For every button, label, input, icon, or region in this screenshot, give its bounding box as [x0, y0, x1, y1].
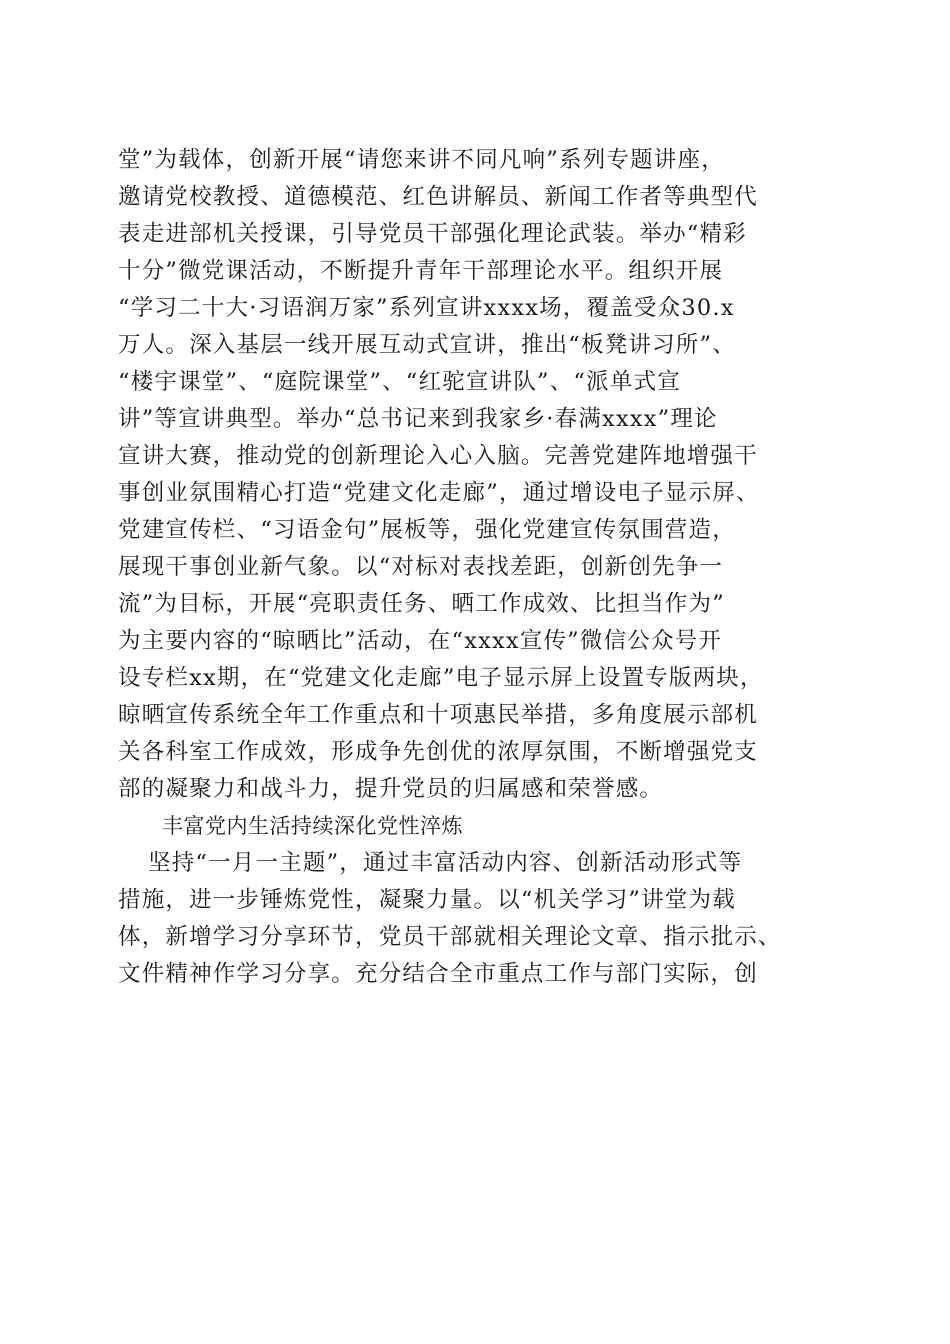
text-line: 展现干事创业新气象。以“对标对表找差距，创新创先争一	[118, 554, 724, 580]
text-line: 为主要内容的“晾晒比”活动，在“xxxx宣传”微信公众号开	[118, 628, 723, 654]
text-line: 坚持“一月一主题”，通过丰富活动内容、创新活动形式等	[148, 850, 743, 876]
text-line: 十分”微党课活动，不断提升青年干部理论水平。组织开展	[118, 258, 724, 284]
text-line: 关各科室工作成效，形成争先创优的浓厚氛围，不断增强党支	[118, 739, 758, 765]
text-line: “学习二十大·习语润万家”系列宣讲xxxx场，覆盖受众30.x	[118, 295, 735, 321]
text-line: 万人。深入基层一线开展互动式宣讲，推出“板凳讲习所”、	[118, 332, 736, 358]
text-line: 措施，进一步锤炼党性，凝聚力量。以“机关学习”讲堂为载	[118, 887, 736, 913]
document-body	[118, 142, 848, 993]
section-heading: 丰富党内生活持续深化党性淬炼	[162, 814, 463, 838]
paragraph-1	[118, 142, 848, 808]
text-line: 党建宣传栏、“习语金句”展板等，强化党建宣传氛围营造，	[118, 517, 736, 543]
text-line: 事创业氛围精心打造“党建文化走廊”，通过增设电子显示屏、	[118, 480, 760, 506]
text-line: 晾晒宣传系统全年工作重点和十项惠民举措，多角度展示部机	[118, 702, 758, 728]
text-line: 流”为目标，开展“亮职责任务、晒工作成效、比担当作为”	[118, 591, 725, 617]
text-line: 体，新增学习分享环节，党员干部就相关理论文章、指示批示、	[118, 924, 782, 950]
text-line: 宣讲大赛，推动党的创新理论入心入脑。完善党建阵地增强干	[118, 443, 758, 469]
text-line: 部的凝聚力和战斗力，提升党员的归属感和荣誉感。	[118, 776, 664, 802]
text-line: 堂”为载体，创新开展“请您来讲不同凡响”系列专题讲座，	[118, 147, 725, 173]
text-line: 表走进部机关授课，引导党员干部强化理论武装。举办“精彩	[118, 221, 747, 247]
paragraph-2	[118, 845, 848, 993]
text-line: “楼宇课堂”、“庭院课堂”、“红驼宣讲队”、“派单式宣	[118, 369, 681, 395]
text-line: 邀请党校教授、道德模范、红色讲解员、新闻工作者等典型代	[118, 184, 758, 210]
text-line: 设专栏xx期，在“党建文化走廊”电子显示屏上设置专版两块，	[118, 665, 764, 691]
text-line: 讲”等宣讲典型。举办“总书记来到我家乡·春满xxxx”理论	[118, 406, 718, 432]
text-line: 文件精神作学习分享。充分结合全市重点工作与部门实际，创	[118, 961, 758, 987]
